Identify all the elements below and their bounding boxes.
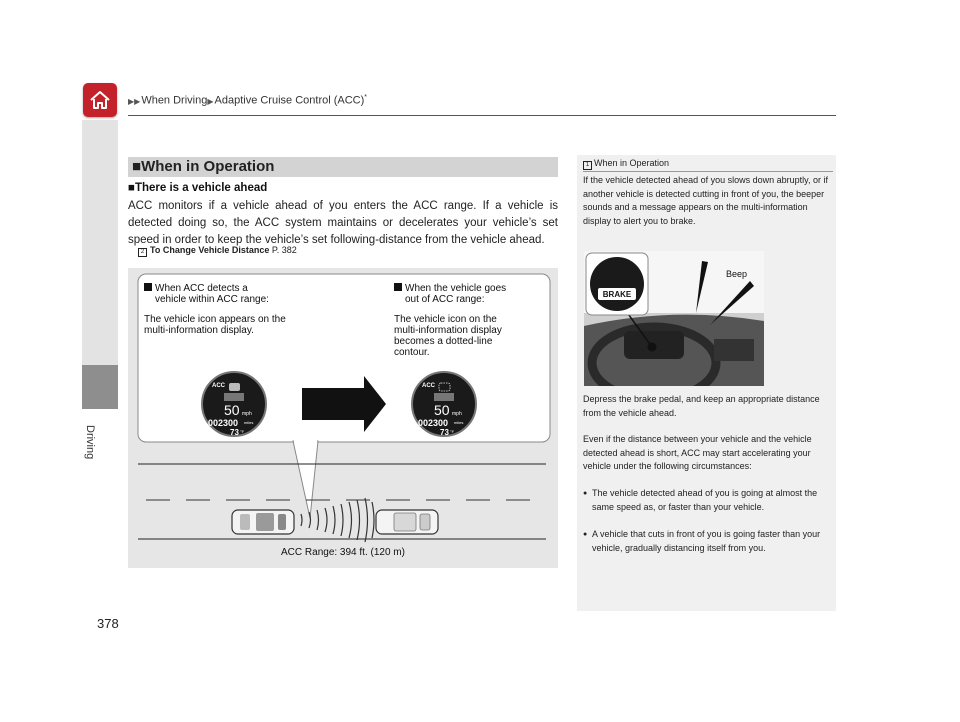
radar-waves-icon — [301, 498, 374, 542]
sidebar-paragraph-1: If the vehicle detected ahead of you slows down abruptly, or if another vehicle is detected cutting in front of you, the beeper sounds and a message appears on the multi-information display to alert you to brake. — [583, 175, 828, 226]
chapter-tab-background — [82, 120, 118, 365]
center-display — [714, 339, 754, 361]
left-case-heading — [144, 283, 269, 305]
home-icon — [88, 88, 112, 112]
brake-warning-illustration — [584, 251, 764, 386]
left-case-marker — [144, 283, 152, 291]
note-number-icon: 1 — [583, 161, 592, 170]
gauge-right-speed-unit: mph — [452, 411, 462, 417]
right-case-desc-line4: contour. — [394, 347, 430, 358]
gauge-left-temp: 73 — [230, 428, 239, 437]
page-number: 378 — [97, 616, 119, 631]
callout-pointer — [293, 441, 318, 518]
gauge-left-speed-unit: mph — [242, 411, 252, 417]
home-button[interactable] — [83, 83, 117, 117]
breadcrumb-link-when-driving[interactable]: When Driving — [141, 94, 208, 107]
section-title-text: When in Operation — [141, 158, 275, 175]
left-case-heading-line2: vehicle within ACC range: — [155, 294, 269, 305]
gauge-right-distance-bars — [434, 393, 454, 401]
gauge-left-odo: 002300 — [208, 418, 239, 428]
gauge-right-odo: 002300 — [418, 418, 449, 428]
own-vehicle-icon — [232, 510, 294, 534]
gauge-left-temp-unit: °F — [240, 429, 245, 434]
gauge-right-acc: ACC — [422, 383, 435, 389]
section-heading-bar — [128, 157, 558, 177]
sidebar-paragraph-3: Even if the distance between your vehicle and the vehicle detected ahead is short, ACC may start accelerating your vehicle under the following circumstances: — [583, 434, 812, 471]
reference-arrow-icon: 2 — [138, 248, 147, 257]
acc-range-caption: ACC Range: 394 ft. (120 m) — [281, 547, 405, 558]
breadcrumb — [128, 94, 367, 107]
left-case-desc-line2: multi-information display. — [144, 325, 254, 336]
breadcrumb-current: Adaptive Cruise Control (ACC) — [214, 94, 365, 107]
gauge-right-temp: 73 — [440, 428, 449, 437]
right-case-heading-line1: When the vehicle goes — [405, 283, 507, 294]
gauge-right-odo-unit: miles — [454, 420, 464, 425]
gauge-right-temp-unit: °F — [450, 429, 455, 434]
chapter-label: Driving — [84, 425, 96, 460]
sidebar-heading-text: When in Operation — [594, 158, 670, 168]
vehicle-ahead-icon — [376, 510, 438, 534]
sidebar-bullet-1: ● The vehicle detected ahead of you is going at almost the same speed as, or faster than your vehicle. — [583, 487, 828, 514]
sidebar-rule — [583, 171, 833, 172]
right-case-desc-line1: The vehicle icon on the — [394, 314, 497, 325]
sidebar-heading — [583, 158, 669, 170]
beep-sound-icon — [696, 261, 708, 313]
right-case-heading — [394, 283, 506, 305]
section-marker: ■ — [132, 158, 142, 175]
left-case-heading-line1: When ACC detects a — [155, 283, 248, 294]
gauge-left-acc: ACC — [212, 383, 225, 389]
cross-reference-link[interactable] — [138, 245, 297, 257]
xref-page: P. 382 — [269, 245, 297, 255]
brake-display-face — [590, 257, 644, 311]
gauge-left-car-icon — [229, 383, 240, 391]
left-case-description — [144, 314, 286, 336]
brake-warning-svg — [584, 251, 764, 386]
gauge-left-speed: 50 — [224, 402, 240, 418]
sidebar-paragraph-2: Depress the brake pedal, and keep an appropriate distance from the vehicle ahead. — [583, 394, 820, 418]
gauge-right — [412, 372, 476, 437]
right-case-marker — [394, 283, 402, 291]
breadcrumb-separator: ▶ — [207, 96, 214, 106]
right-case-heading-line2: out of ACC range: — [405, 294, 485, 305]
chapter-tab-active[interactable] — [82, 365, 118, 409]
left-case-desc-line1: The vehicle icon appears on the — [144, 314, 286, 325]
body-paragraph: ACC monitors if a vehicle ahead of you enters the ACC range. If a vehicle is detected doing so, the ACC system maintains or decelerates your vehicle’s set speed in order to keep the vehicle’s set following-distance from the vehicle ahead. — [128, 200, 558, 246]
right-case-description — [394, 314, 502, 358]
header-rule — [128, 115, 836, 116]
sidebar-bullet-2: ● A vehicle that cuts in front of you is going faster than your vehicle, gradually distancing itself from you. — [583, 528, 828, 555]
callout-pointer-mask — [294, 438, 317, 443]
right-case-desc-line2: multi-information display — [394, 325, 502, 336]
gauge-left — [202, 372, 266, 437]
sub-heading: ■There is a vehicle ahead — [128, 182, 268, 194]
breadcrumb-arrows: ▶▶ — [128, 96, 141, 106]
gauge-right-speed: 50 — [434, 402, 450, 418]
section-title — [132, 158, 274, 175]
xref-title: To Change Vehicle Distance — [150, 245, 270, 255]
right-case-desc-line3: becomes a dotted-line — [394, 336, 493, 347]
brake-warning-text: BRAKE — [602, 290, 632, 299]
breadcrumb-asterisk: * — [364, 94, 368, 101]
acc-illustration — [128, 268, 558, 568]
acc-illustration-svg — [128, 268, 558, 568]
beep-label: Beep — [726, 269, 748, 279]
sidebar-note-panel — [577, 155, 836, 611]
gauge-left-distance-bars — [224, 393, 244, 401]
gauge-left-odo-unit: miles — [244, 420, 254, 425]
